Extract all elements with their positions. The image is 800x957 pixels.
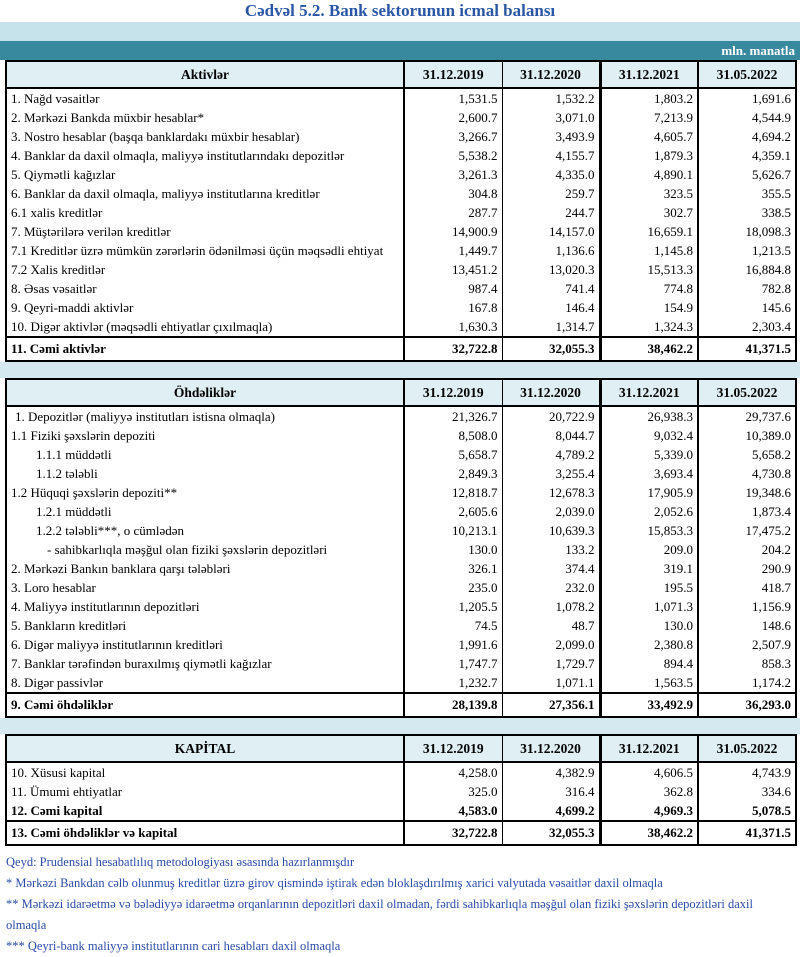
cell-value: 48.7: [502, 616, 600, 635]
cell-value: 325.0: [404, 782, 502, 801]
cell-value: 1,691.6: [698, 88, 796, 108]
cell-value: 338.5: [698, 203, 796, 222]
cell-value: 782.8: [698, 279, 796, 298]
cell-value: 374.4: [502, 559, 600, 578]
cell-value: 2,039.0: [502, 502, 600, 521]
table-row: [6, 654, 796, 673]
page-title: Cədvəl 5.2. Bank sektorunun icmal balansı: [244, 1, 556, 20]
cell-value: 2,052.6: [600, 502, 698, 521]
cell-value: 4,155.7: [502, 146, 600, 165]
table-row: [6, 821, 796, 845]
cell-value: 1,991.6: [404, 635, 502, 654]
cell-value: 10,639.3: [502, 521, 600, 540]
table-row: [6, 279, 796, 298]
cell-value: 5,339.0: [600, 445, 698, 464]
cell-value: 16,659.1: [600, 222, 698, 241]
column-header-date: 31.12.2019: [404, 379, 502, 406]
cell-value: 5,538.2: [404, 146, 502, 165]
row-label: 7. Banklar tərəfindən buraxılmış qiymətli kağızlar: [6, 654, 404, 673]
cell-value: 12,818.7: [404, 483, 502, 502]
row-label: 1.1 Fiziki şəxslərin depoziti: [6, 426, 404, 445]
row-label: 4. Banklar da daxil olmaqla, maliyyə institutlarındakı depozitlər: [6, 146, 404, 165]
cell-value: 33,492.9: [600, 693, 698, 717]
table-row: [6, 483, 796, 502]
cell-value: 290.9: [698, 559, 796, 578]
column-header-date: 31.12.2020: [502, 61, 600, 88]
cell-value: 26,938.3: [600, 406, 698, 426]
cell-value: 195.5: [600, 578, 698, 597]
cell-value: 38,462.2: [600, 337, 698, 361]
balance-table-1: [5, 378, 797, 718]
cell-value: 1,071.3: [600, 597, 698, 616]
table-wrapper: [0, 378, 800, 718]
cell-value: 2,605.6: [404, 502, 502, 521]
cell-value: 204.2: [698, 540, 796, 559]
cell-value: 5,078.5: [698, 801, 796, 821]
table-row: [6, 165, 796, 184]
cell-value: 259.7: [502, 184, 600, 203]
cell-value: 17,475.2: [698, 521, 796, 540]
table-row: [6, 597, 796, 616]
cell-value: 13,020.3: [502, 260, 600, 279]
row-label: 3. Nostro hesablar (başqa banklardakı müxbir hesablar): [6, 127, 404, 146]
cell-value: 10,213.1: [404, 521, 502, 540]
table-row: [6, 521, 796, 540]
row-label: 5. Qiymətli kağızlar: [6, 165, 404, 184]
cell-value: 1,174.2: [698, 673, 796, 693]
table-row: [6, 762, 796, 782]
cell-value: 4,730.8: [698, 464, 796, 483]
cell-value: 1,729.7: [502, 654, 600, 673]
cell-value: 304.8: [404, 184, 502, 203]
cell-value: 2,507.9: [698, 635, 796, 654]
row-label: 2. Mərkəzi Bankda müxbir hesablar*: [6, 108, 404, 127]
table-row: [6, 184, 796, 203]
table-row: [6, 578, 796, 597]
cell-value: 302.7: [600, 203, 698, 222]
table-row: [6, 260, 796, 279]
cell-value: 4,969.3: [600, 801, 698, 821]
column-header-date: 31.12.2021: [600, 735, 698, 762]
cell-value: 1,449.7: [404, 241, 502, 260]
cell-value: 38,462.2: [600, 821, 698, 845]
balance-table-2: [5, 734, 797, 846]
cell-value: 1,205.5: [404, 597, 502, 616]
section-gap: [0, 362, 800, 378]
cell-value: 130.0: [404, 540, 502, 559]
cell-value: 3,266.7: [404, 127, 502, 146]
cell-value: 32,722.8: [404, 337, 502, 361]
table-row: [6, 337, 796, 361]
cell-value: 4,694.2: [698, 127, 796, 146]
cell-value: 316.4: [502, 782, 600, 801]
cell-value: 5,658.2: [698, 445, 796, 464]
row-label: 1.2 Hüquqi şəxslərin depoziti**: [6, 483, 404, 502]
cell-value: 4,605.7: [600, 127, 698, 146]
row-label: 6. Digər maliyyə institutlarının kreditləri: [6, 635, 404, 654]
cell-value: 19,348.6: [698, 483, 796, 502]
cell-value: 5,658.7: [404, 445, 502, 464]
table-wrapper: [0, 60, 800, 362]
cell-value: 1,136.6: [502, 241, 600, 260]
unit-band: [0, 41, 800, 60]
table-row: [6, 616, 796, 635]
cell-value: 3,261.3: [404, 165, 502, 184]
row-label: 6.1 xalis kreditlər: [6, 203, 404, 222]
cell-value: 14,900.9: [404, 222, 502, 241]
table-row: [6, 673, 796, 693]
cell-value: 1,078.2: [502, 597, 600, 616]
cell-value: 774.8: [600, 279, 698, 298]
row-label: 4. Maliyyə institutlarının depozitləri: [6, 597, 404, 616]
cell-value: 21,326.7: [404, 406, 502, 426]
cell-value: 32,722.8: [404, 821, 502, 845]
section-header: KAPİTAL: [6, 735, 404, 762]
section-header: Aktivlər: [6, 61, 404, 88]
cell-value: 154.9: [600, 298, 698, 317]
column-header-date: 31.12.2021: [600, 61, 698, 88]
cell-value: 8,508.0: [404, 426, 502, 445]
cell-value: 130.0: [600, 616, 698, 635]
cell-value: 3,255.4: [502, 464, 600, 483]
cell-value: 1,156.9: [698, 597, 796, 616]
table-row: [6, 222, 796, 241]
cell-value: 32,055.3: [502, 337, 600, 361]
column-header-date: 31.05.2022: [698, 379, 796, 406]
cell-value: 15,513.3: [600, 260, 698, 279]
row-label: 2. Mərkəzi Bankın banklara qarşı tələbləri: [6, 559, 404, 578]
cell-value: 13,451.2: [404, 260, 502, 279]
cell-value: 32,055.3: [502, 821, 600, 845]
cell-value: 4,789.2: [502, 445, 600, 464]
cell-value: 36,293.0: [698, 693, 796, 717]
cell-value: 4,335.0: [502, 165, 600, 184]
table-row: [6, 127, 796, 146]
cell-value: 5,626.7: [698, 165, 796, 184]
row-label: 9. Cəmi öhdəliklər: [6, 693, 404, 717]
row-label: 1.1.2 tələbli: [6, 464, 404, 483]
cell-value: 858.3: [698, 654, 796, 673]
cell-value: 41,371.5: [698, 337, 796, 361]
cell-value: 894.4: [600, 654, 698, 673]
row-label: 3. Loro hesablar: [6, 578, 404, 597]
cell-value: 1,324.3: [600, 317, 698, 337]
cell-value: 1,145.8: [600, 241, 698, 260]
cell-value: 1,803.2: [600, 88, 698, 108]
cell-value: 326.1: [404, 559, 502, 578]
cell-value: 12,678.3: [502, 483, 600, 502]
cell-value: 741.4: [502, 279, 600, 298]
column-header-date: 31.05.2022: [698, 735, 796, 762]
cell-value: 8,044.7: [502, 426, 600, 445]
table-row: [6, 502, 796, 521]
table-row: [6, 693, 796, 717]
cell-value: 10,389.0: [698, 426, 796, 445]
cell-value: 20,722.9: [502, 406, 600, 426]
cell-value: 29,737.6: [698, 406, 796, 426]
cell-value: 133.2: [502, 540, 600, 559]
table-row: [6, 241, 796, 260]
cell-value: 334.6: [698, 782, 796, 801]
footnote-asterisk-3: *** Qeyri-bank maliyyə institutlarının cari hesabları daxil olmaqla: [6, 939, 341, 953]
cell-value: 41,371.5: [698, 821, 796, 845]
row-label: 1.2.2 tələbli***, o cümlədən: [6, 521, 404, 540]
cell-value: 3,071.0: [502, 108, 600, 127]
cell-value: 323.5: [600, 184, 698, 203]
cell-value: 1,314.7: [502, 317, 600, 337]
table-row: [6, 782, 796, 801]
cell-value: 18,098.3: [698, 222, 796, 241]
cell-value: 319.1: [600, 559, 698, 578]
section-header: Öhdəliklər: [6, 379, 404, 406]
table-row: [6, 108, 796, 127]
column-header-date: 31.12.2019: [404, 735, 502, 762]
table-row: [6, 540, 796, 559]
cell-value: 2,849.3: [404, 464, 502, 483]
cell-value: 2,303.4: [698, 317, 796, 337]
cell-value: 4,359.1: [698, 146, 796, 165]
row-label: 12. Cəmi kapital: [6, 801, 404, 821]
row-label: 1. Depozitlər (maliyyə institutları istisna olmaqla): [6, 406, 404, 426]
cell-value: 4,544.9: [698, 108, 796, 127]
header-row: [6, 735, 796, 762]
row-label: 10. Xüsusi kapital: [6, 762, 404, 782]
row-label: 10. Digər aktivlər (məqsədli ehtiyatlar çıxılmaqla): [6, 317, 404, 337]
row-label: 8. Əsas vəsaitlər: [6, 279, 404, 298]
row-label: 1.1.1 müddətli: [6, 445, 404, 464]
cell-value: 362.8: [600, 782, 698, 801]
cell-value: 4,258.0: [404, 762, 502, 782]
row-label: 6. Banklar da daxil olmaqla, maliyyə institutlarına kreditlər: [6, 184, 404, 203]
cell-value: 4,743.9: [698, 762, 796, 782]
cell-value: 16,884.8: [698, 260, 796, 279]
row-label: 1. Nağd vəsaitlər: [6, 88, 404, 108]
row-label: 8. Digər passivlər: [6, 673, 404, 693]
cell-value: 1,532.2: [502, 88, 600, 108]
cell-value: 167.8: [404, 298, 502, 317]
cell-value: 1,531.5: [404, 88, 502, 108]
cell-value: 4,699.2: [502, 801, 600, 821]
cell-value: 1,747.7: [404, 654, 502, 673]
cell-value: 9,032.4: [600, 426, 698, 445]
table-row: [6, 406, 796, 426]
cell-value: 1,873.4: [698, 502, 796, 521]
row-label: 11. Ümumi ehtiyatlar: [6, 782, 404, 801]
row-label: 9. Qeyri-maddi aktivlər: [6, 298, 404, 317]
cell-value: 235.0: [404, 578, 502, 597]
cell-value: 27,356.1: [502, 693, 600, 717]
cell-value: 145.6: [698, 298, 796, 317]
table-row: [6, 801, 796, 821]
cell-value: 2,099.0: [502, 635, 600, 654]
table-row: [6, 635, 796, 654]
table-row: [6, 426, 796, 445]
balance-tables: [0, 60, 800, 846]
cell-value: 1,563.5: [600, 673, 698, 693]
row-label: 13. Cəmi öhdəliklər və kapital: [6, 821, 404, 845]
table-row: [6, 445, 796, 464]
cell-value: 1,232.7: [404, 673, 502, 693]
cell-value: 3,493.9: [502, 127, 600, 146]
row-label: 7. Müştərilərə verilən kreditlər: [6, 222, 404, 241]
table-row: [6, 146, 796, 165]
footnote-asterisk-1: * Mərkəzi Bankdan cəlb olunmuş kreditlər üzrə girov qismində iştirak edən bloklaşdırılmış xarici valyutada vəsaitlər daxil olmaqla: [6, 876, 663, 890]
table-row: [6, 88, 796, 108]
row-label: 7.2 Xalis kreditlər: [6, 260, 404, 279]
cell-value: 146.4: [502, 298, 600, 317]
cell-value: 4,583.0: [404, 801, 502, 821]
table-wrapper: [0, 734, 800, 846]
cell-value: 4,606.5: [600, 762, 698, 782]
table-row: [6, 203, 796, 222]
column-header-date: 31.12.2020: [502, 379, 600, 406]
section-gap: [0, 718, 800, 734]
footnote-asterisk-2: ** Mərkəzi idarəetmə və bələdiyyə idarəetmə orqanlarının depozitləri daxil olmadan, fərdi sahibkarlıqla məşğul olan fiziki şəxslərin depozitləri daxil olmaqla: [6, 897, 753, 932]
cell-value: 418.7: [698, 578, 796, 597]
cell-value: 244.7: [502, 203, 600, 222]
cell-value: 74.5: [404, 616, 502, 635]
column-header-date: 31.12.2021: [600, 379, 698, 406]
cell-value: 15,853.3: [600, 521, 698, 540]
cell-value: 28,139.8: [404, 693, 502, 717]
header-row: [6, 61, 796, 88]
footnotes: [0, 846, 800, 957]
column-header-date: 31.12.2020: [502, 735, 600, 762]
cell-value: 232.0: [502, 578, 600, 597]
cell-value: 1,071.1: [502, 673, 600, 693]
cell-value: 209.0: [600, 540, 698, 559]
unit-label: mln. manatla: [721, 43, 795, 58]
cell-value: 148.6: [698, 616, 796, 635]
cell-value: 4,382.9: [502, 762, 600, 782]
cell-value: 4,890.1: [600, 165, 698, 184]
cell-value: 355.5: [698, 184, 796, 203]
cell-value: 2,380.8: [600, 635, 698, 654]
footnote-note: Qeyd: Prudensial hesabatlılıq metodologiyası əsasında hazırlanmışdır: [6, 855, 355, 869]
table-row: [6, 559, 796, 578]
balance-table-0: [5, 60, 797, 362]
cell-value: 1,879.3: [600, 146, 698, 165]
table-row: [6, 298, 796, 317]
cell-value: 14,157.0: [502, 222, 600, 241]
header-row: [6, 379, 796, 406]
row-label: - sahibkarlıqla məşğul olan fiziki şəxslərin depozitləri: [6, 540, 404, 559]
row-label: 7.1 Kreditlər üzrə mümkün zərərlərin ödənilməsi üçün məqsədli ehtiyat: [6, 241, 404, 260]
cell-value: 3,693.4: [600, 464, 698, 483]
table-row: [6, 464, 796, 483]
column-header-date: 31.12.2019: [404, 61, 502, 88]
cell-value: 2,600.7: [404, 108, 502, 127]
row-label: 1.2.1 müddətli: [6, 502, 404, 521]
cell-value: 17,905.9: [600, 483, 698, 502]
row-label: 5. Bankların kreditləri: [6, 616, 404, 635]
cell-value: 1,630.3: [404, 317, 502, 337]
column-header-date: 31.05.2022: [698, 61, 796, 88]
cell-value: 987.4: [404, 279, 502, 298]
decorative-band: [0, 22, 800, 41]
cell-value: 287.7: [404, 203, 502, 222]
cell-value: 7,213.9: [600, 108, 698, 127]
table-row: [6, 317, 796, 337]
row-label: 11. Cəmi aktivlər: [6, 337, 404, 361]
cell-value: 1,213.5: [698, 241, 796, 260]
